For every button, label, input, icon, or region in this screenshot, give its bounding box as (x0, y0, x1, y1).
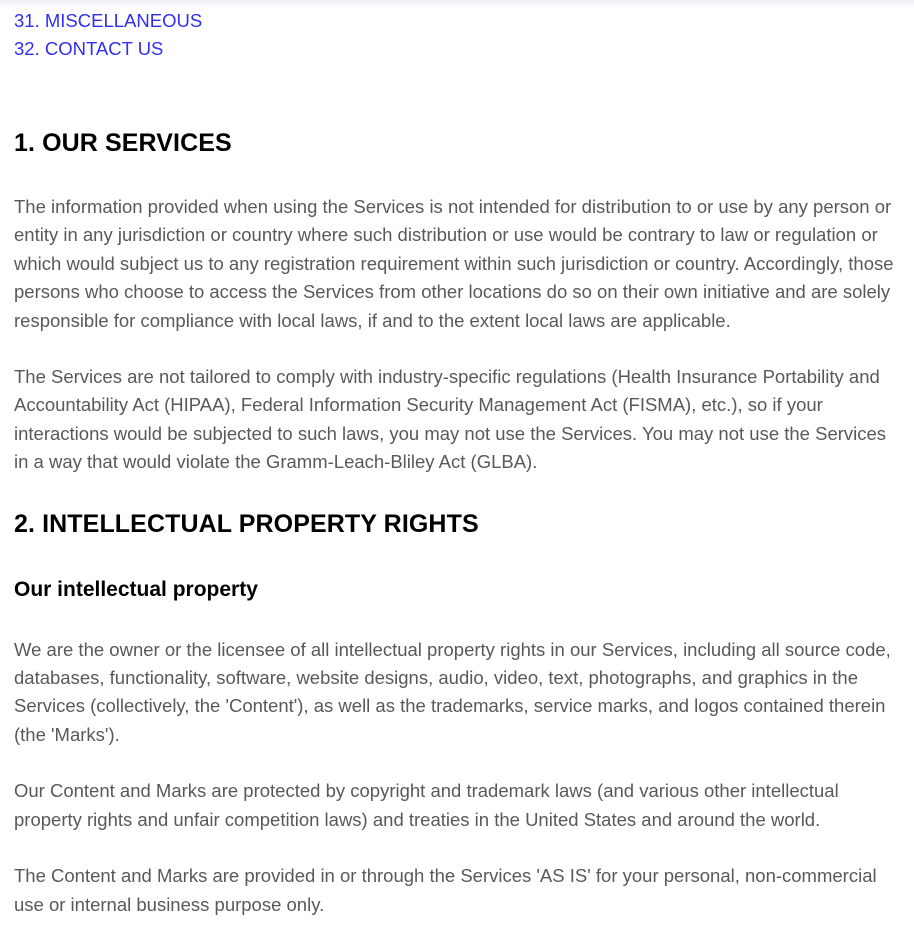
paragraph: The Services are not tailored to comply with industry-specific regulations (Health Insurance Portability and Accountability Act (HIPAA), Federal Information Security Management Act (FISMA), etc.), so if your interactions would be subjected to such laws, you may not use the Services. You may not use the Services in a way that would violate the Gramm-Leach-Bliley Act (GLBA). (14, 366, 887, 473)
toc-link-contact-us[interactable]: 32. CONTACT US (14, 38, 164, 59)
section-heading: 2. INTELLECTUAL PROPERTY RIGHTS (14, 509, 479, 538)
section-intellectual-property-rights (14, 508, 904, 919)
paragraph: Our Content and Marks are protected by copyright and trademark laws (and various other intellectual property rights and unfair competition laws) and treaties in the United States and around the world. (14, 780, 839, 830)
section-our-services (14, 127, 904, 477)
paragraph: The Content and Marks are provided in or through the Services 'AS IS' for your personal, non-commercial use or internal business purpose only. (14, 865, 877, 915)
terms-document (14, 0, 904, 919)
table-of-contents (14, 0, 904, 63)
subsection-heading: Our intellectual property (14, 577, 258, 601)
section-heading: 1. OUR SERVICES (14, 129, 232, 157)
paragraph: The information provided when using the Services is not intended for distribution to or use by any person or entity in any jurisdiction or country where such distribution or use would be contrary to law or regulation or which would subject us to any registration requirement within such jurisdiction or country. Accordingly, those persons who choose to access the Services from other locations do so on their own initiative and are solely responsible for compliance with local laws, if and to the extent local laws are applicable. (14, 196, 894, 331)
paragraph: We are the owner or the licensee of all intellectual property rights in our Services, including all source code, databases, functionality, software, website designs, audio, video, text, photographs, and graphics in the Services (collectively, the 'Content'), as well as the trademarks, service marks, and logos contained therein (the 'Marks'). (14, 638, 891, 745)
toc-link-miscellaneous[interactable]: 31. MISCELLANEOUS (14, 10, 203, 31)
